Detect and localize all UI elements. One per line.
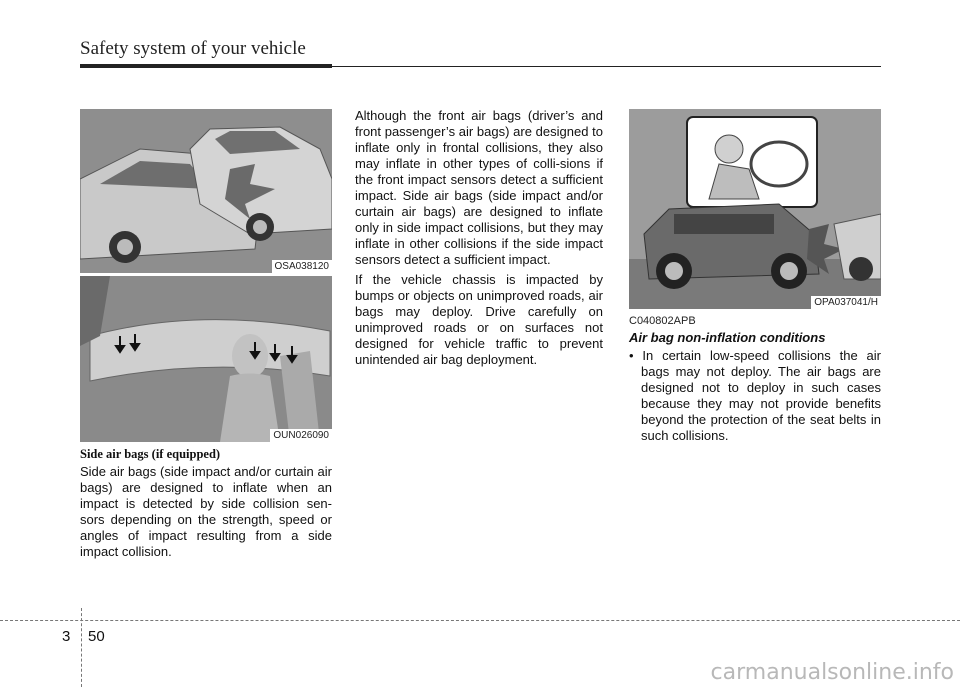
figure-code: OSA038120: [272, 260, 333, 273]
side-collision-cars-illustration: [80, 109, 332, 273]
header-rule-thin: [332, 66, 881, 67]
watermark: carmanualsonline.info: [710, 660, 954, 685]
section-title-side-air-bags: Side air bags (if equipped): [80, 447, 221, 461]
curtain-airbag-interior-illustration: [80, 276, 332, 442]
rear-collision-driver-illustration: [629, 109, 881, 309]
paragraph-front-airbags: Although the front air bags (driver’s and front passenger’s air bags) are designed to inflate only in frontal collisions, they also may inflate in other types of colli-sions if the front impact sensors detect a sufficient impact. Side air bags (side impact and/or curtain air bags) are designed to inflate only in side impact collisions, but they may inflate in other collisions if the side impact sensors detect a sufficient impact.: [355, 108, 603, 267]
figure-code: OPA037041/H: [811, 296, 881, 309]
page-header-title: Safety system of your vehicle: [80, 38, 306, 59]
chapter-number: 3: [62, 628, 71, 645]
figure-side-collision: [80, 109, 332, 273]
paragraph-chassis-impact: If the vehicle chassis is impacted by bumps or objects on unimproved roads, air bags may deploy. Drive carefully on unimproved roads or on surfaces not designed for vehicle traffic to prevent unintended air bag deployment.: [355, 272, 603, 367]
footer-dashed-rule: [0, 620, 960, 621]
page-number: 50: [88, 628, 105, 645]
figure-code: OUN026090: [270, 429, 332, 442]
header-rule-thick: [80, 64, 332, 68]
side-air-bags-paragraph: [80, 464, 332, 564]
paragraph: Side air bags (side impact and/or curtain air bags) are designed to inflate when an impact is detected by side collision sen-sors depending on the strength, speed or angles of impact resulting from a side impact collision.: [80, 464, 332, 559]
middle-column-text: [355, 108, 603, 372]
bullet-low-speed-collisions: • In certain low-speed collisions the air bags may not deploy. The air bags are designed not to deploy in such cases because they may not provide benefits beyond the protection of the seat belts in such collisions.: [629, 348, 881, 443]
footer-dashed-divider: [81, 608, 82, 687]
section-code: C040802APB: [629, 315, 696, 327]
figure-rear-collision: [629, 109, 881, 309]
figure-curtain-airbag: [80, 276, 332, 442]
subsection-title-non-inflation: Air bag non-inflation conditions: [629, 330, 826, 345]
